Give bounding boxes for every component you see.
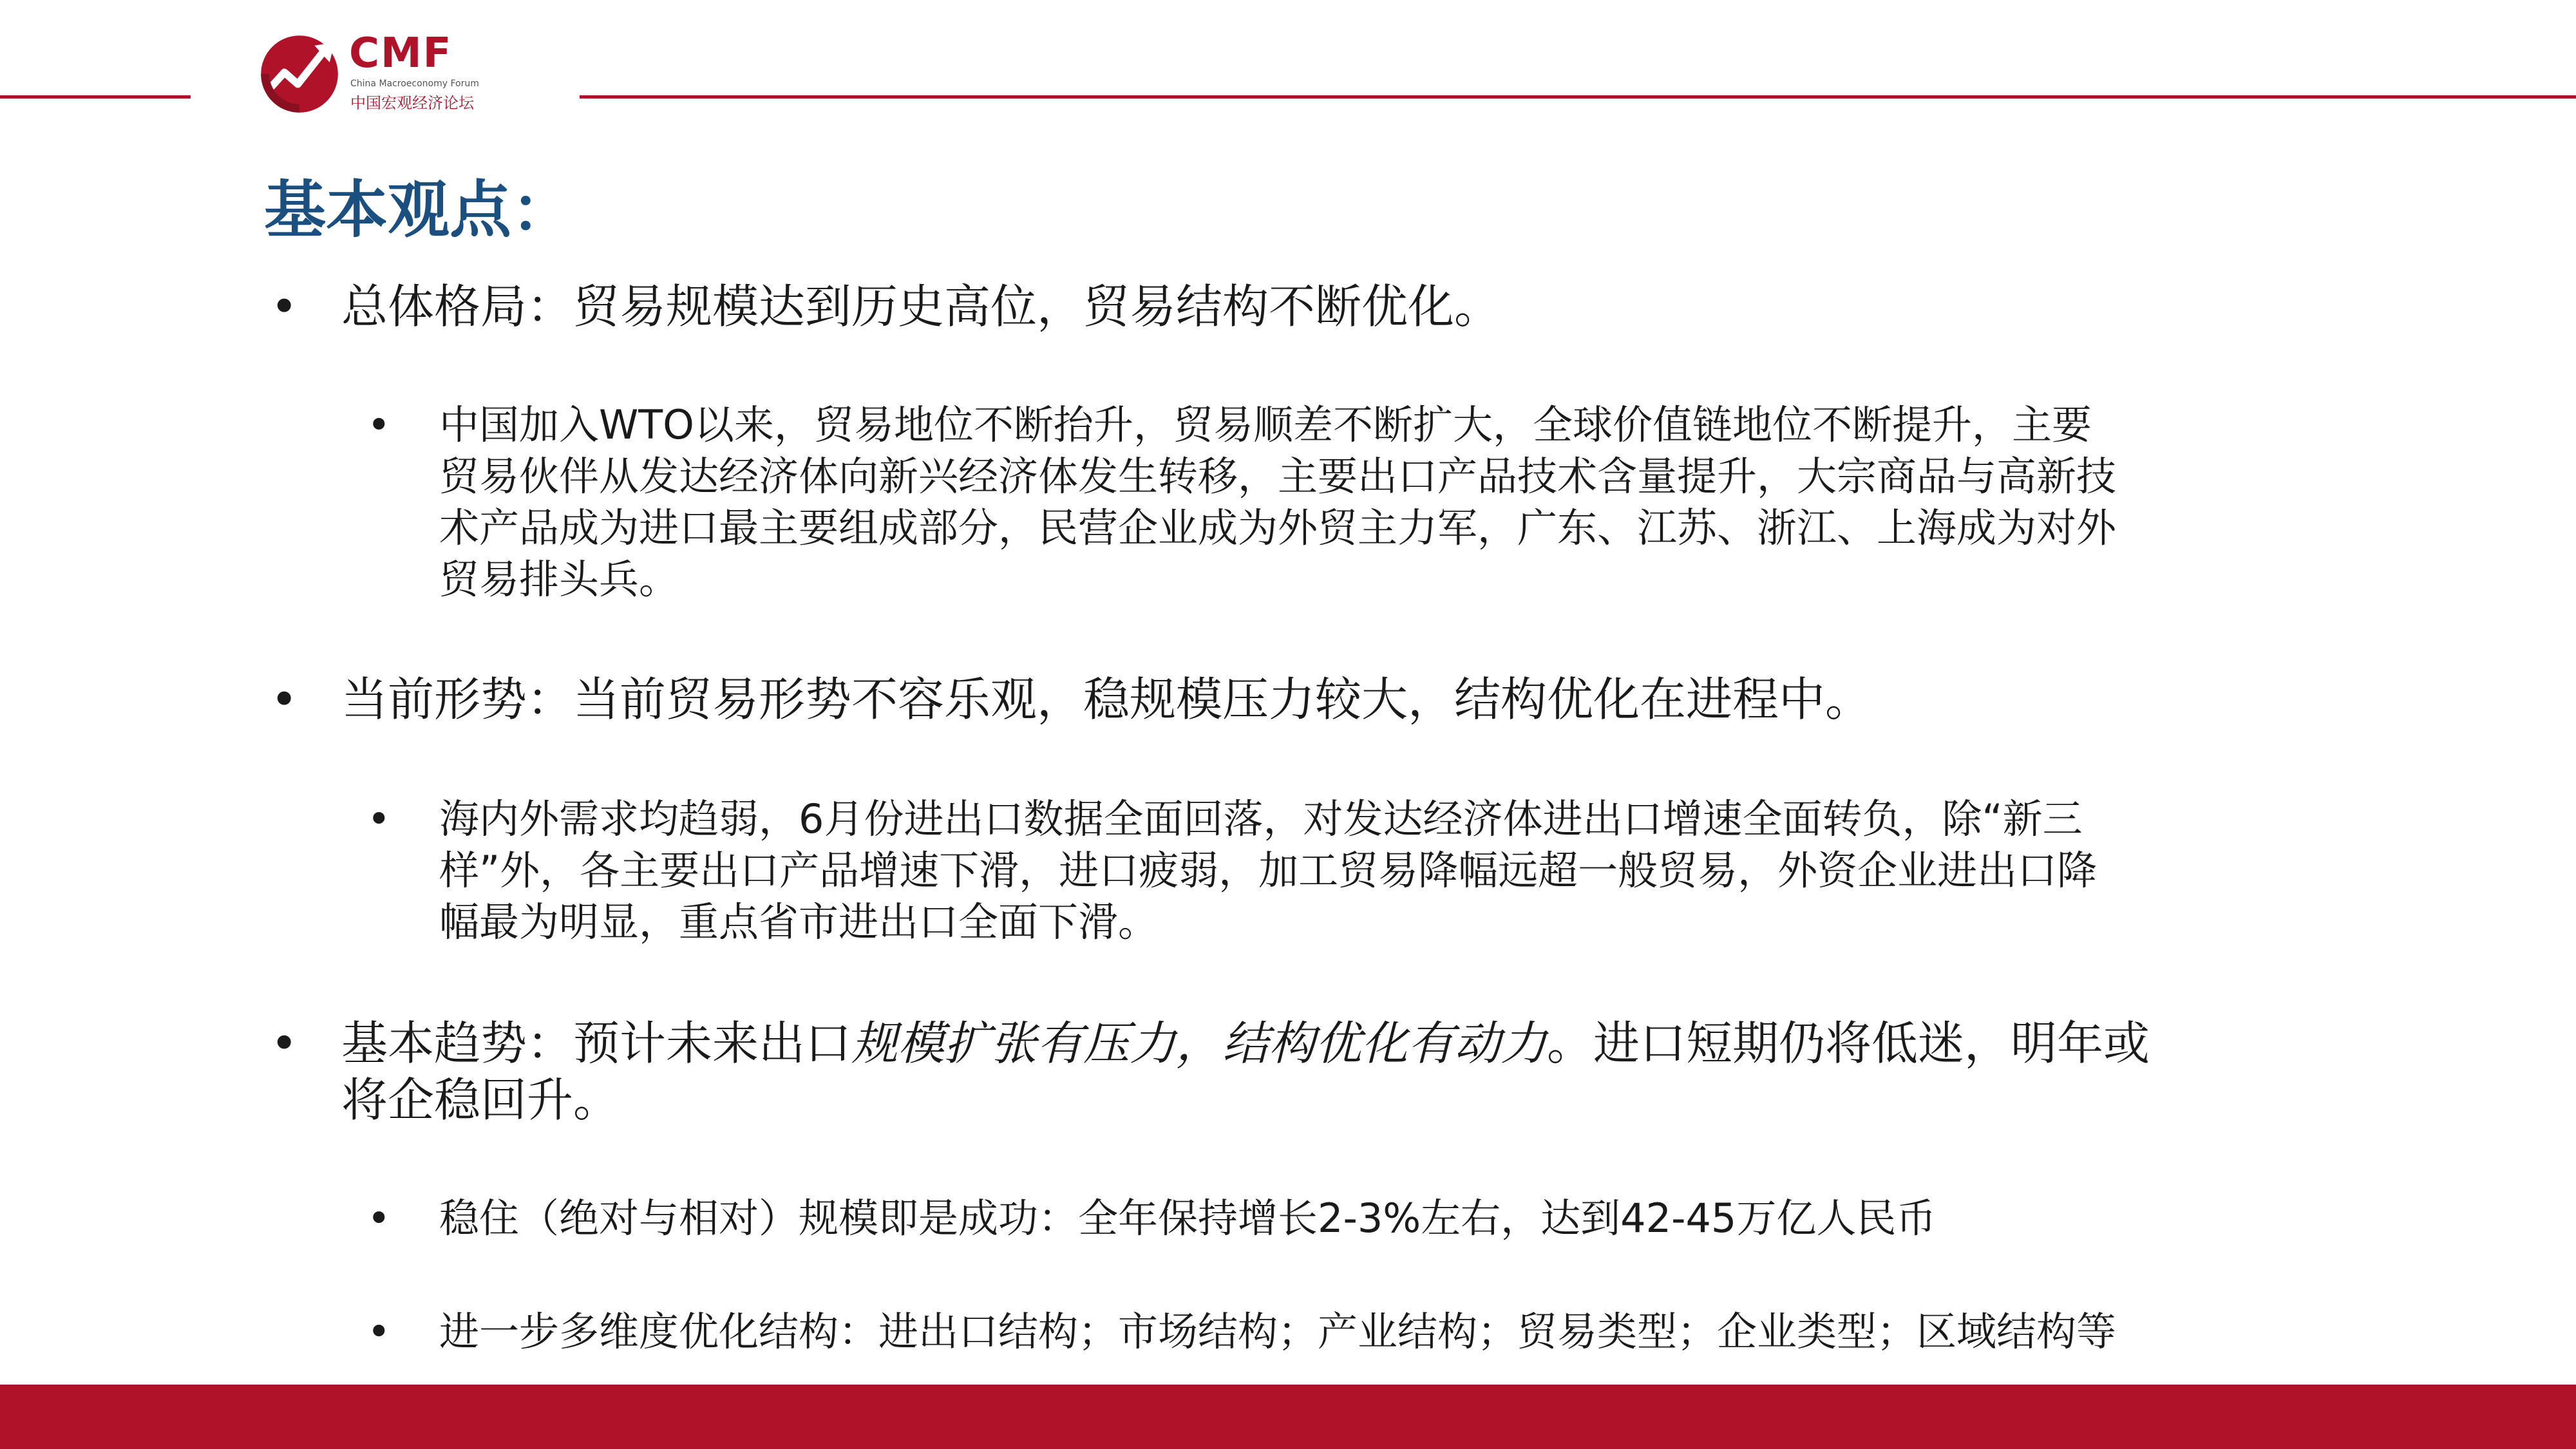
footer-bar: [0, 1385, 2576, 1449]
detail-line: 贸易排头兵。: [439, 556, 679, 603]
bullet-icon: •: [270, 279, 298, 334]
logo-english-name: China Macroeconomy Forum: [350, 79, 479, 89]
heading-suffix: 。进口短期仍将低迷，明年或: [1547, 1016, 2150, 1070]
section-heading-text: [341, 1015, 2150, 1128]
heading-line: 将企稳回升。: [341, 1073, 620, 1127]
section-heading-text: 当前形势：当前贸易形势不容乐观，稳规模压力较大，结构优化在进程中。: [341, 672, 1872, 726]
bullet-icon: •: [270, 672, 298, 726]
detail-line: 术产品成为进口最主要组成部分，民营企业成为外贸主力军，广东、江苏、浙江、上海成为对外: [439, 504, 2117, 551]
bullet-icon: •: [367, 1308, 391, 1355]
cmf-logo: [258, 26, 528, 112]
heading-prefix: 基本趋势：预计未来出口: [341, 1016, 852, 1070]
page-title: 基本观点：: [264, 174, 573, 246]
logo-chart-icon: [258, 32, 341, 116]
detail-paragraph: [439, 793, 2097, 948]
bullet-icon: •: [367, 1195, 391, 1242]
detail-paragraph: [439, 399, 2116, 605]
logo-chinese-name: 中国宏观经济论坛: [350, 94, 474, 112]
heading-emphasis: 规模扩张有压力，结构优化有动力: [851, 1016, 1548, 1070]
bullet-icon: •: [367, 401, 391, 448]
section-heading-text: 总体格局：贸易规模达到历史高位，贸易结构不断优化。: [341, 279, 1501, 334]
detail-line: 贸易伙伴从发达经济体向新兴经济体发生转移，主要出口产品技术含量提升，大宗商品与高新技: [439, 453, 2117, 500]
heading-line: [341, 1015, 2150, 1072]
header-rule-right: [580, 95, 2576, 99]
detail-line: 海内外需求均趋弱，6月份进出口数据全面回落，对发达经济体进出口增速全面转负，除“新三: [439, 795, 2083, 842]
logo-abbr: CMF: [349, 30, 453, 77]
bullet-icon: •: [270, 1016, 298, 1070]
header-rule-left: [0, 95, 191, 99]
detail-line: 样”外，各主要出口产品增速下滑，进口疲弱，加工贸易降幅远超一般贸易，外资企业进出口降: [439, 847, 2098, 894]
detail-text: 稳住（绝对与相对）规模即是成功：全年保持增长2-3%左右，达到42-45万亿人民币: [439, 1195, 1937, 1242]
detail-text: 进一步多维度优化结构：进出口结构；市场结构；产业结构；贸易类型；企业类型；区域结构等: [439, 1308, 2117, 1355]
detail-line: 中国加入WTO以来，贸易地位不断抬升，贸易顺差不断扩大，全球价值链地位不断提升，主要: [439, 401, 2092, 448]
bullet-icon: •: [367, 795, 391, 842]
detail-line: 幅最为明显，重点省市进出口全面下滑。: [439, 898, 1159, 945]
